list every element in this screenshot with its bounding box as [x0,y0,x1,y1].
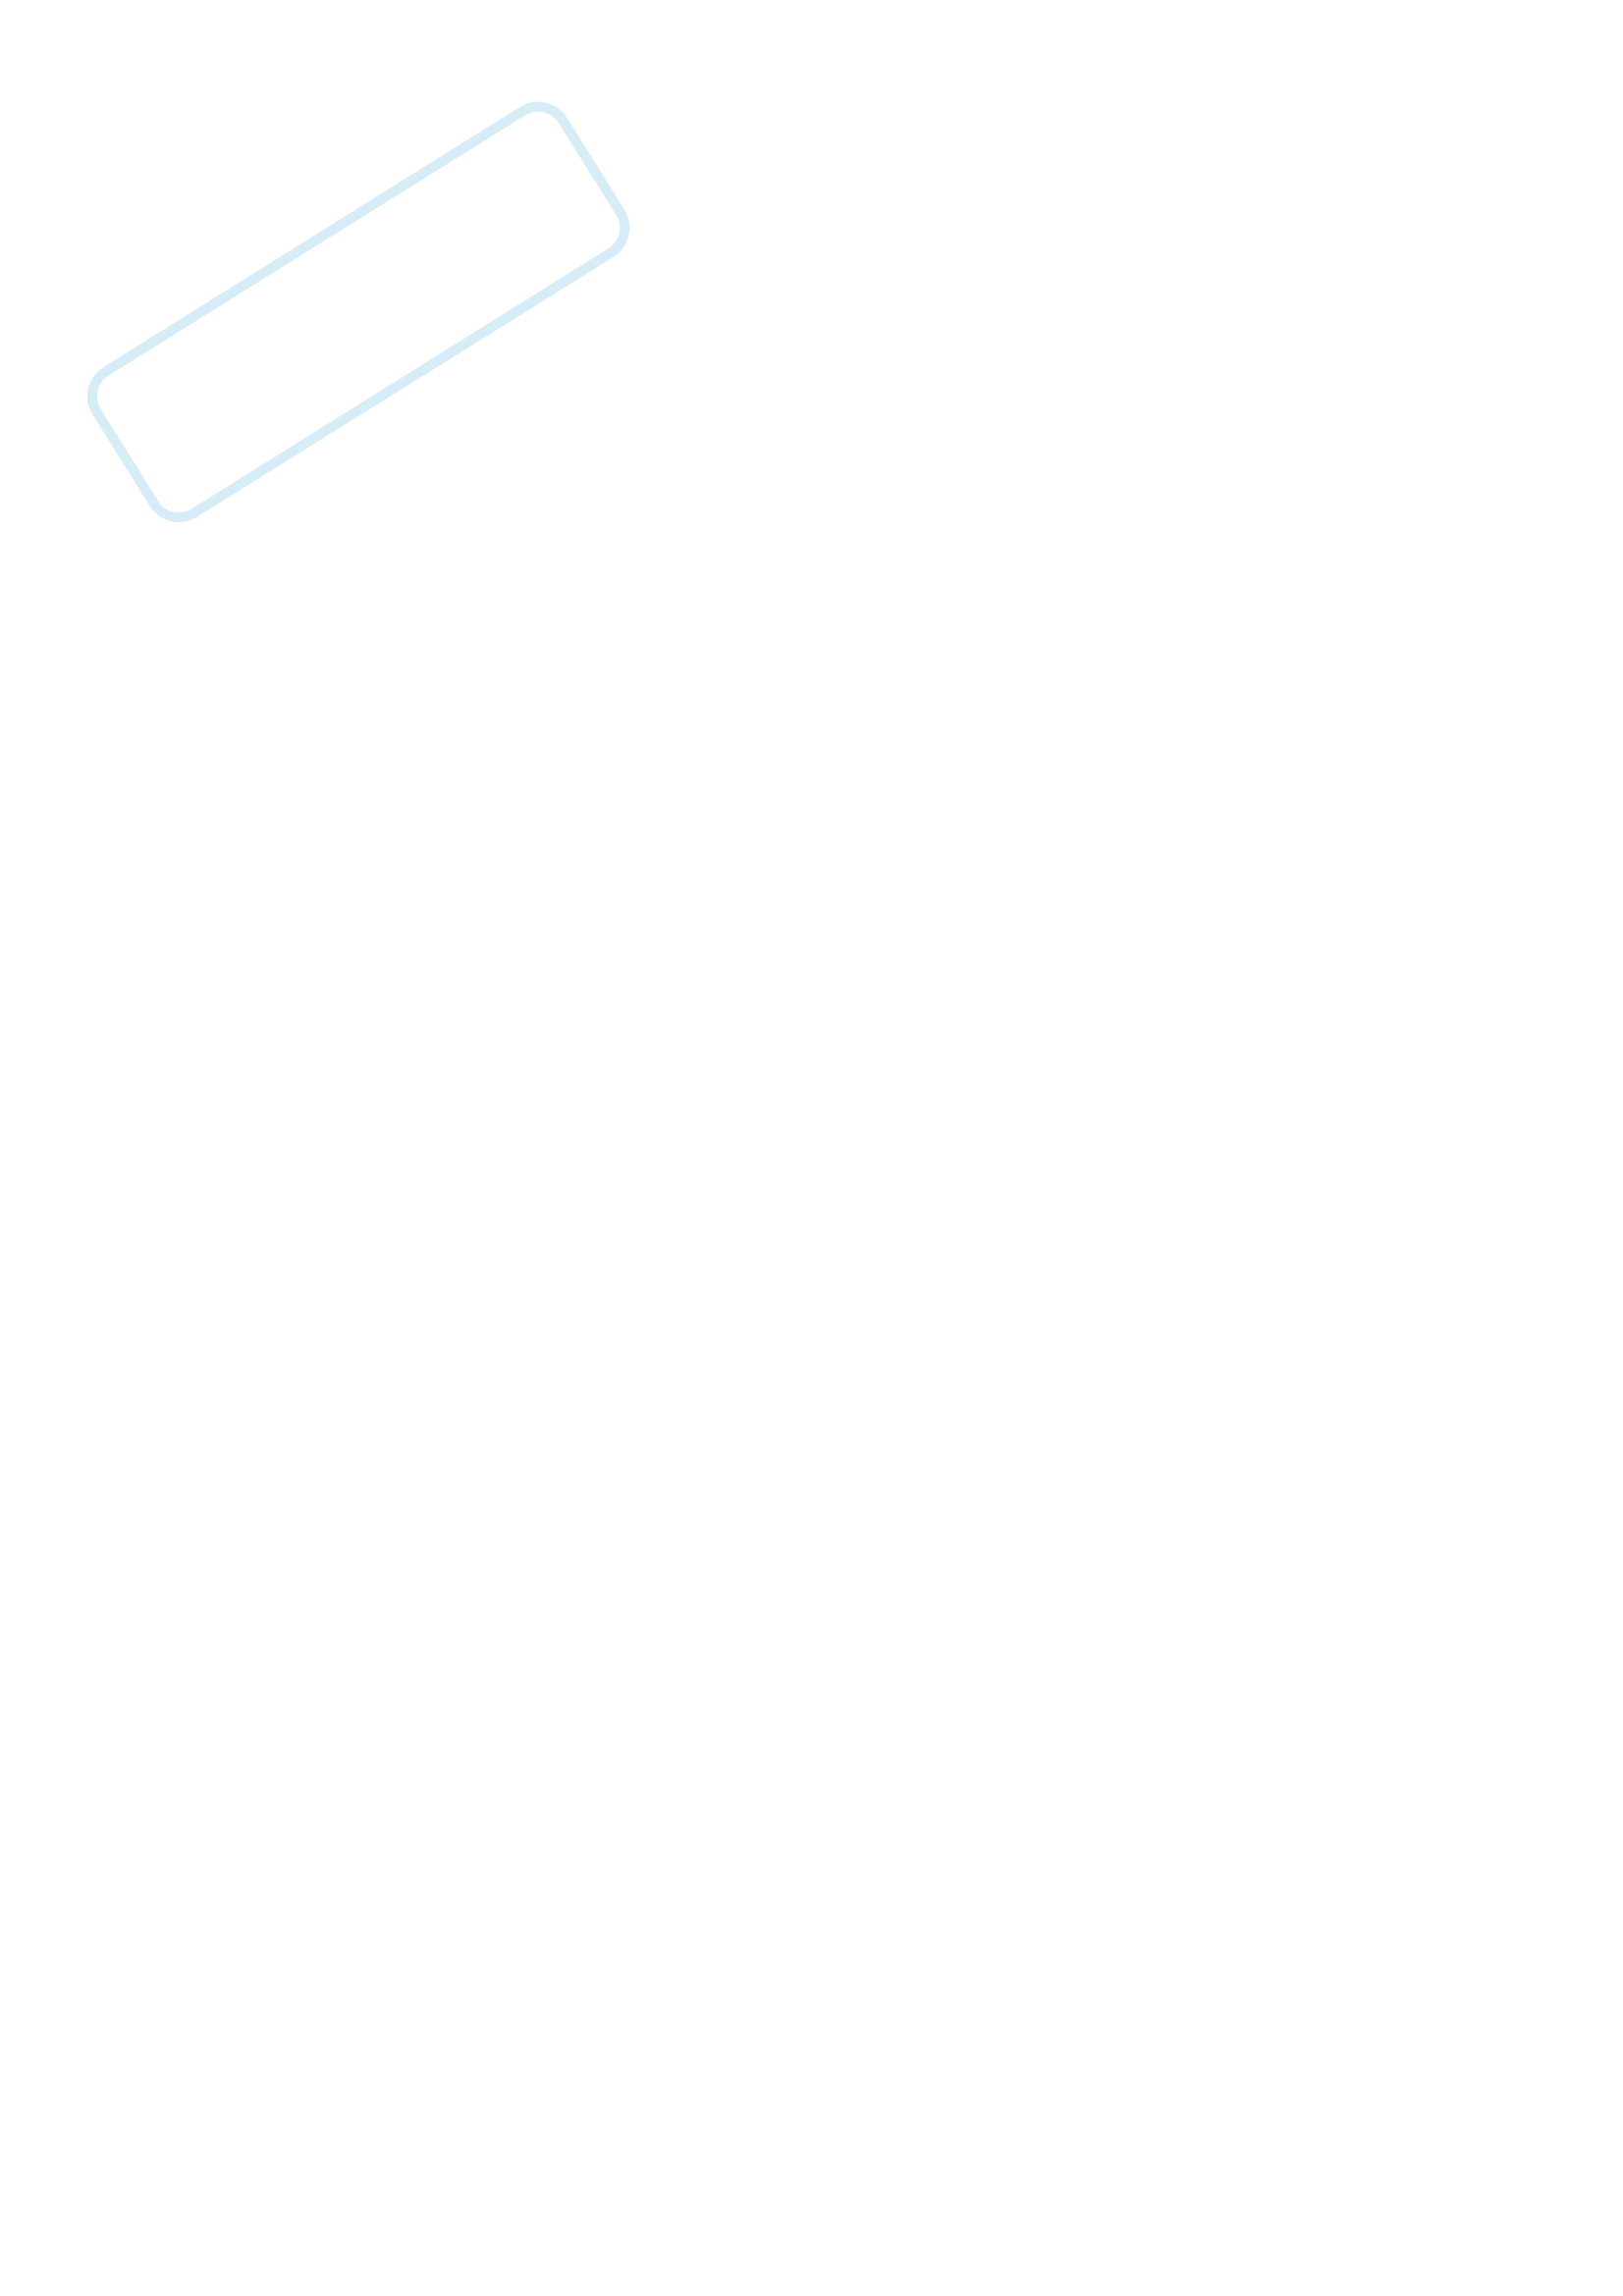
document-page [156,147,1480,293]
skuola-watermark-logo [29,20,736,609]
